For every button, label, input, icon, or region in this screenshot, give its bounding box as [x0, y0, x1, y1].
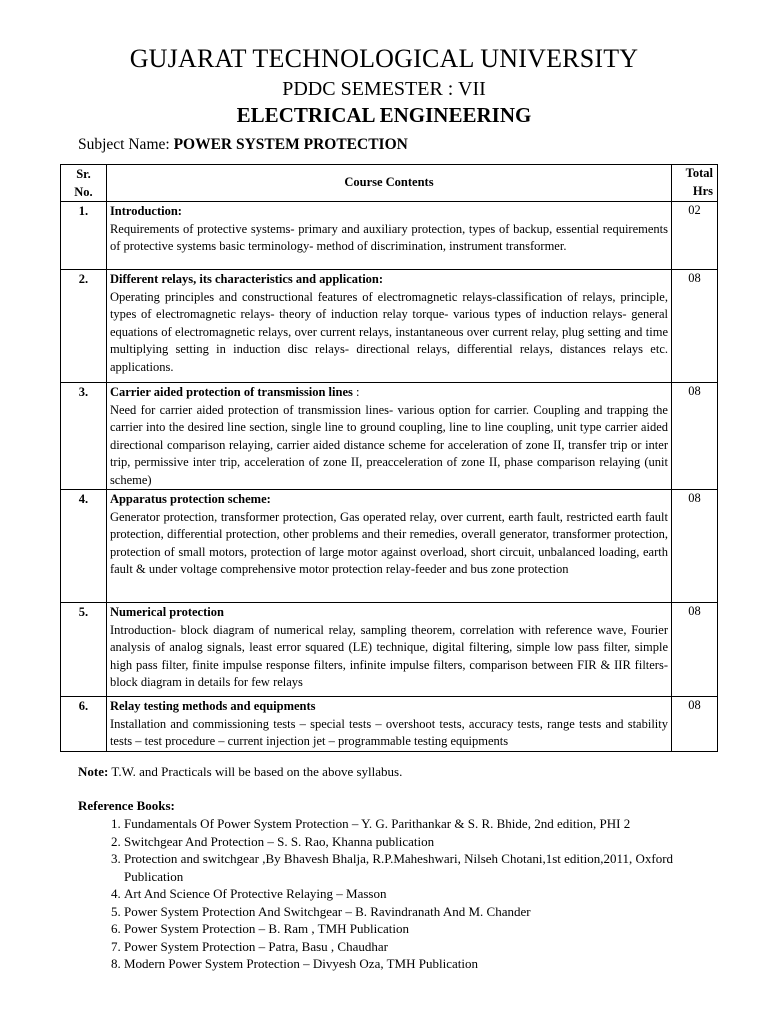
row-title: Carrier aided protection of transmission lines	[109, 385, 353, 399]
subject-name: POWER SYSTEM PROTECTION	[173, 136, 408, 153]
row-content	[106, 202, 671, 270]
row-title: Relay testing methods and equipments	[109, 699, 316, 713]
row-sr: 2.	[61, 270, 107, 383]
reference-item: 5. Power System Protection And Switchgear – B. Ravindranath And M. Chander	[124, 903, 734, 921]
row-sr: 6.	[61, 697, 107, 752]
row-title-suffix: :	[352, 385, 360, 399]
row-hrs: 08	[672, 490, 718, 603]
row-body: Operating principles and constructional features of electromagnetic relays-classification of relays, principle, types of electromagnetic relays- theory of induction relay torque- various types of induction relays- general equations of electromagnetic relays, over current relays, instantaneous over current relay, plug setting and time multiplying setting in induction disc relays- directional relays, differential relays, distances relays etc. applications.	[109, 289, 668, 374]
references-title: Reference Books:	[78, 798, 175, 813]
row-title: Different relays, its characteristics and application:	[109, 272, 384, 286]
header-hrs-line2: Hrs	[692, 183, 713, 198]
table-header-row	[61, 165, 718, 202]
header-hrs-line1: Total	[685, 166, 713, 180]
table-row	[61, 202, 718, 270]
semester-title: PDDC SEMESTER : VII	[282, 78, 486, 100]
subject-label: Subject Name:	[78, 136, 170, 153]
table-row	[61, 383, 718, 490]
syllabus-table	[60, 164, 718, 752]
subject-line	[78, 136, 408, 154]
row-body: Need for carrier aided protection of transmission lines- various option for carrier. Coupling and trapping the carrier into the desired line section, single line to ground coupling, line to line coupling, unit type carrier aided directional comparison relaying, carrier aided distance scheme for acceleration of zone II, transfer trip or inter trip, permissive inter trip, acceleration of zone II, preacceleration of zone II, phase comparison relaying (unit scheme)	[109, 402, 668, 487]
header-sr-no	[61, 165, 107, 202]
note-text: T.W. and Practicals will be based on the above syllabus.	[108, 764, 403, 779]
header-sr-line1: Sr.	[76, 167, 91, 181]
row-sr: 1.	[61, 202, 107, 270]
header-course-contents: Course Contents	[106, 165, 671, 202]
table-row	[61, 270, 718, 383]
note-label: Note:	[78, 764, 109, 779]
row-title-wrap	[110, 384, 668, 402]
row-hrs: 08	[672, 603, 718, 697]
row-title: Numerical protection	[109, 605, 224, 619]
header-sr-line2: No.	[74, 184, 93, 199]
header-total-hrs	[672, 165, 718, 202]
reference-item: 3. Protection and switchgear ,By Bhavesh Bhalja, R.P.Maheshwari, Nilseh Chotani,1st edition,2011, Oxford Publication	[124, 850, 734, 885]
row-body: Installation and commissioning tests – special tests – overshoot tests, accuracy tests, range tests and stability tests – test procedure – current injection jet – programmable testing equipments	[109, 716, 668, 748]
row-hrs: 08	[672, 697, 718, 752]
university-title: GUJARAT TECHNOLOGICAL UNIVERSITY	[129, 44, 639, 73]
table-row	[61, 603, 718, 697]
reference-item: 1. Fundamentals Of Power System Protection – Y. G. Parithankar & S. R. Bhide, 2nd edition, PHI 2	[124, 815, 734, 833]
row-hrs: 08	[672, 270, 718, 383]
row-body: Introduction- block diagram of numerical relay, sampling theorem, correlation with reference wave, Fourier analysis of analog signals, least error squared (LE) technique, digital filtering, simple low pass filter, simple high pass filter, finite impulse response filters, infinite impulse filters, comparison between FIR & IIR filters- block diagram in details for few relays	[109, 622, 668, 689]
row-sr: 4.	[61, 490, 107, 603]
reference-item: 6. Power System Protection – B. Ram , TMH Publication	[124, 920, 734, 938]
row-title: Introduction:	[109, 204, 182, 218]
references-list	[100, 815, 734, 973]
reference-item: 8. Modern Power System Protection – Divyesh Oza, TMH Publication	[124, 955, 734, 973]
department-title: ELECTRICAL ENGINEERING	[236, 103, 532, 127]
note-line	[78, 764, 402, 780]
row-sr: 5.	[61, 603, 107, 697]
row-content	[106, 603, 671, 697]
reference-item: 2. Switchgear And Protection – S. S. Rao, Khanna publication	[124, 833, 734, 851]
row-sr: 3.	[61, 383, 107, 490]
row-content	[106, 697, 671, 752]
row-content	[106, 383, 671, 490]
row-body: Requirements of protective systems- primary and auxiliary protection, types of backup, essential requirements of protective systems basic terminology- method of discrimination, instrument transformer.	[109, 221, 668, 253]
table-row	[61, 697, 718, 752]
row-hrs: 08	[672, 383, 718, 490]
row-content	[106, 270, 671, 383]
table-row	[61, 490, 718, 603]
row-body: Generator protection, transformer protection, Gas operated relay, over current, earth fault, restricted earth fault protection, differential protection, other problems and their remedies, overall generator, transformer protection, protection of small motors, protection of large motor against overload, short circuit, unbalanced loading, earth fault & under voltage comprehensive motor protection relay-feeder and bus zone protection	[109, 509, 668, 576]
reference-item: 7. Power System Protection – Patra, Basu , Chaudhar	[124, 938, 734, 956]
row-content	[106, 490, 671, 603]
row-title: Apparatus protection scheme:	[109, 492, 271, 506]
reference-item: 4. Art And Science Of Protective Relaying – Masson	[124, 885, 734, 903]
row-hrs: 02	[672, 202, 718, 270]
